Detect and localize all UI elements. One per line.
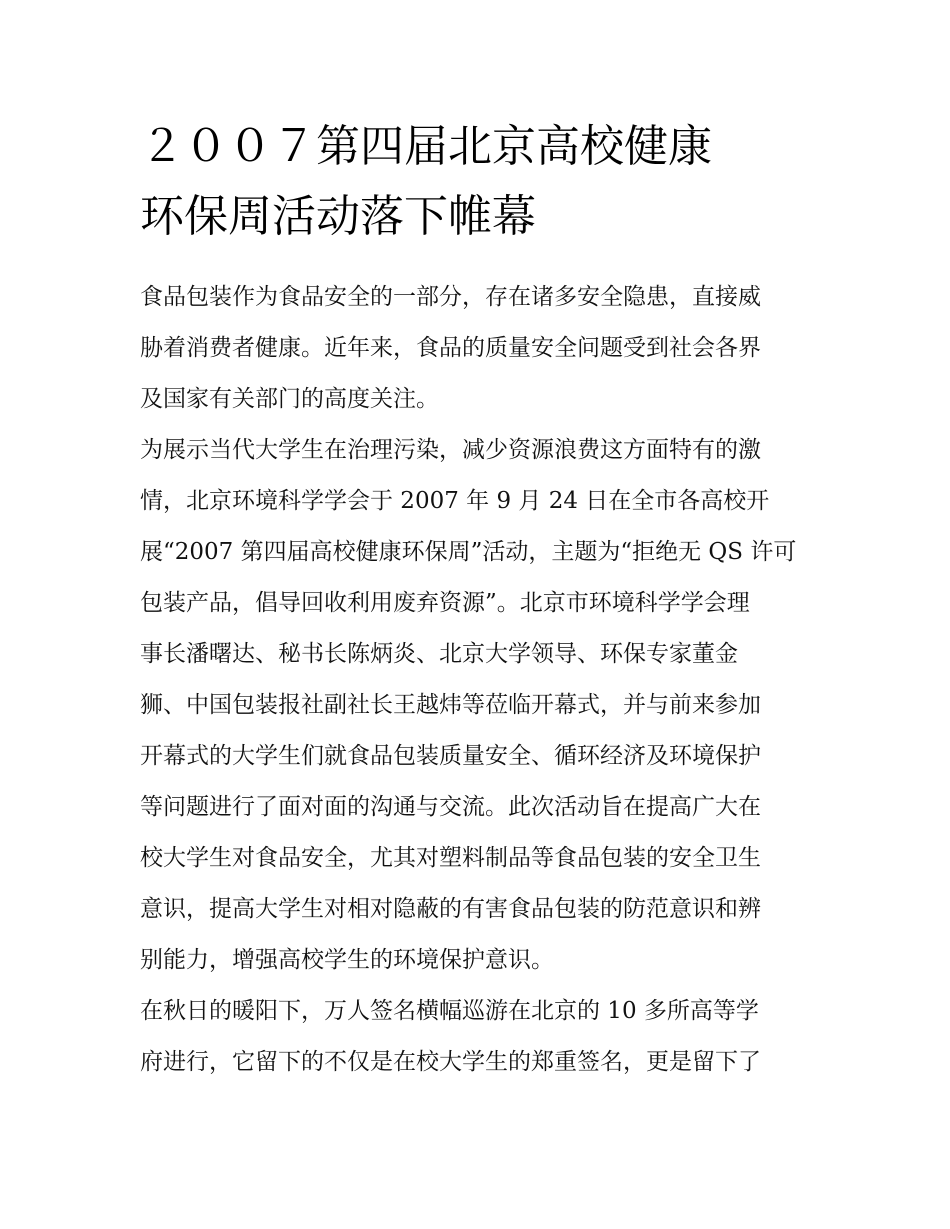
text-line: 狮、中国包装报社副社长王越炜等莅临开幕式，并与前来参加: [140, 692, 761, 718]
text-line: 包装产品，倡导回收利用废弃资源”。北京市环境科学学会理: [140, 590, 750, 616]
text-line: 别能力，增强高校学生的环境保护意识。: [140, 947, 554, 973]
text-line: 等问题进行了面对面的沟通与交流。此次活动旨在提高广大在: [140, 794, 761, 820]
text-line: 开幕式的大学生们就食品包装质量安全、循环经济及环境保护: [140, 743, 761, 769]
text-line: 在秋日的暖阳下，万人签名横幅巡游在北京的 10 多所高等学: [140, 998, 759, 1024]
title-line-1: ２００７第四届北京高校健康: [140, 121, 712, 172]
text-line: 事长潘曙达、秘书长陈炳炎、北京大学领导、环保专家董金: [140, 641, 738, 667]
text-line: 情，北京环境科学学会于 2007 年 9 月 24 日在全市各高校开: [140, 488, 770, 514]
page-title: [140, 112, 820, 252]
text-line: 及国家有关部门的高度关注。: [140, 386, 439, 412]
paragraph-1: [140, 272, 830, 425]
paragraph-2: [140, 425, 830, 986]
text-line: 意识，提高大学生对相对隐蔽的有害食品包装的防范意识和辨: [140, 896, 761, 922]
text-line: 府进行，它留下的不仅是在校大学生的郑重签名，更是留下了: [140, 1049, 761, 1075]
text-line: 校大学生对食品安全，尤其对塑料制品等食品包装的安全卫生: [140, 845, 761, 871]
paragraph-3: [140, 986, 830, 1088]
text-line: 食品包装作为食品安全的一部分，存在诸多安全隐患，直接威: [140, 284, 761, 310]
document-body: [140, 272, 830, 1088]
text-line: 为展示当代大学生在治理污染，减少资源浪费这方面特有的激: [140, 437, 761, 463]
text-line: 展“2007 第四届高校健康环保周”活动，主题为“拒绝无 QS 许可: [140, 539, 797, 565]
title-line-2: 环保周活动落下帷幕: [140, 191, 536, 242]
text-line: 胁着消费者健康。近年来，食品的质量安全问题受到社会各界: [140, 335, 761, 361]
